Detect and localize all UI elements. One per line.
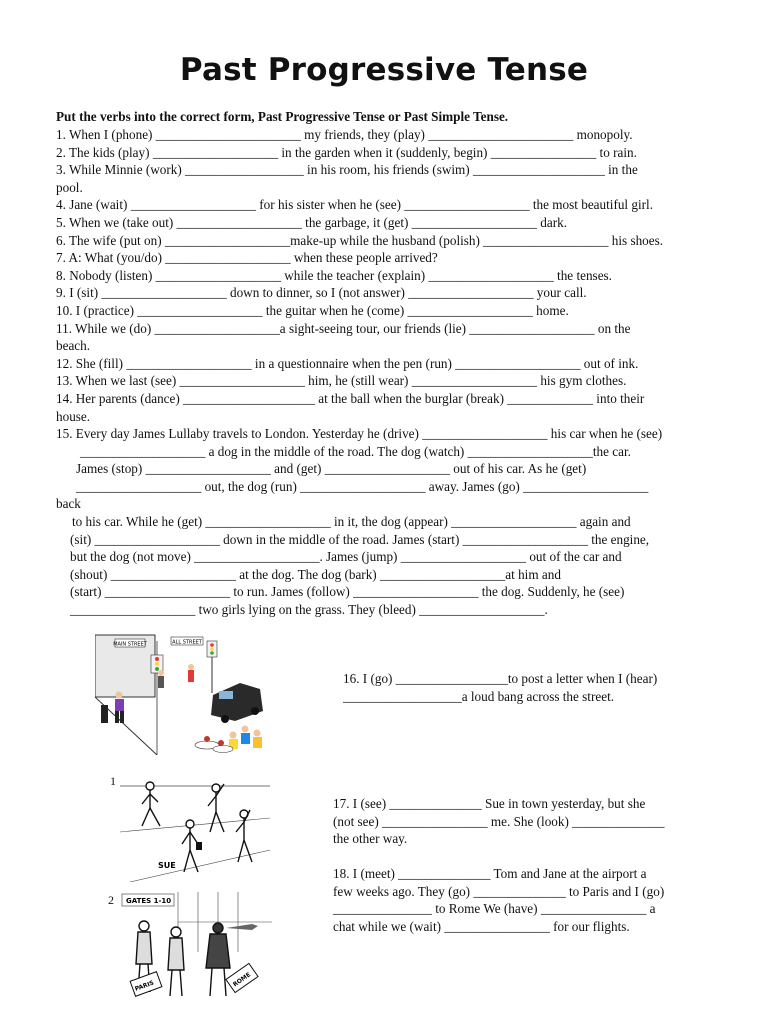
street-sign-left: MAIN STREET [113,641,147,648]
exercise-line: 5. When we (take out) ___________________ the garbage, it (get) ___________________ dark. [56,214,568,230]
picture-number-2: 2 [108,893,114,907]
paris-bag-label: PARIS [134,979,155,993]
exercise-line: 12. She (fill) ___________________ in a questionnaire when the pen (run) ___________________ out of ink. [56,355,639,371]
exercise-line: 4. Jane (wait) ___________________ for his sister when he (see) ___________________ the most beautiful girl. [56,197,654,213]
question-line: 16. I (go) _________________to post a letter when I (hear) [343,671,658,686]
question-line: 18. I (meet) ______________ Tom and Jane at the airport a [333,866,647,881]
exercise-line: back [56,496,81,512]
picture-number-1: 1 [110,774,116,788]
exercise-list [56,126,726,619]
exercise-line: (shout) ___________________ at the dog. The dog (bark) ___________________at him and [70,566,561,582]
question-line: 17. I (see) ______________ Sue in town yesterday, but she [333,796,646,811]
exercise-line: pool. [56,179,83,195]
exercise-line: 2. The kids (play) ___________________ in the garden when it (suddenly, begin) ________________ to rain. [56,144,637,160]
question-line: chat while we (wait) ________________ for our flights. [333,918,630,934]
street-sign-right: ALL STREET [172,639,202,646]
rome-bag-label: ROME [231,971,253,989]
exercise-line: (start) ___________________ to run. James (follow) ___________________ the dog. Suddenly, he (see) [70,584,625,600]
sue-in-town-illustration [120,770,270,882]
question-line: the other way. [333,831,408,847]
question-18 [333,865,664,935]
exercise-line: 13. When we last (see) ___________________ him, he (still wear) ___________________ his gym clothes. [56,373,627,389]
exercise-line: ___________________ two girls lying on the grass. They (bleed) ___________________. [70,602,548,618]
airport-illustration [118,892,272,1002]
exercise-line: 14. Her parents (dance) ____________________ at the ball when the burglar (break) _____________ into their [56,390,645,406]
question-17 [333,795,664,848]
exercise-line: 10. I (practice) ___________________ the guitar when he (come) ___________________ home. [56,302,569,318]
exercise-line: house. [56,408,91,424]
exercise-line: 11. While we (do) ___________________a sight-seeing tour, our friends (lie) ___________________ on the [56,320,631,336]
exercise-line: beach. [56,338,91,354]
exercise-line: 7. A: What (you/do) ___________________ when these people arrived? [56,250,438,266]
exercise-line: 1. When I (phone) ______________________ my friends, they (play) ______________________ monopoly. [56,127,633,142]
exercise-line: ___________________ a dog in the middle of the road. The dog (watch) ___________________the car. [80,443,631,459]
gate-sign: GATES 1-10 [126,897,172,905]
exercise-line: 15. Every day James Lullaby travels to London. Yesterday he (drive) ___________________ his car when he (see) [56,426,663,442]
exercise-line: 9. I (sit) ___________________ down to dinner, so I (not answer) ___________________ your call. [56,285,587,301]
exercise-line: 6. The wife (put on) ___________________make-up while the husband (polish) ___________________ his shoes. [56,232,664,248]
question-line: few weeks ago. They (go) ______________ to Paris and I (go) [333,883,665,899]
exercise-line: 8. Nobody (listen) ___________________ while the teacher (explain) ___________________ the tenses. [56,267,612,283]
exercise-line: 3. While Minnie (work) __________________ in his room, his friends (swim) ____________________ in the [56,162,638,178]
worksheet-title: Past Progressive Tense [179,52,589,88]
street-accident-illustration [95,633,267,755]
question-line: (not see) ________________ me. She (look) ______________ [333,813,665,829]
question-line: _______________ to Rome We (have) ________________ a [333,901,656,917]
sue-label: SUE [158,861,176,870]
exercise-line: (sit) ___________________ down in the middle of the road. James (start) ___________________ the engine, [70,531,650,547]
exercise-line: ___________________ out, the dog (run) ___________________ away. James (go) ___________________ [76,478,649,494]
exercise-line: but the dog (not move) ___________________. James (jump) ___________________ out of the car and [70,549,622,565]
question-line: __________________a loud bang across the street. [343,688,615,704]
exercise-line: James (stop) ___________________ and (get) ___________________ out of his car. As he (get) [76,461,587,477]
instructions: Put the verbs into the correct form, Past Progressive Tense or Past Simple Tense. [56,109,509,124]
question-16 [343,670,657,705]
exercise-line: to his car. While he (get) ___________________ in it, the dog (appear) ___________________ again and [72,514,631,530]
